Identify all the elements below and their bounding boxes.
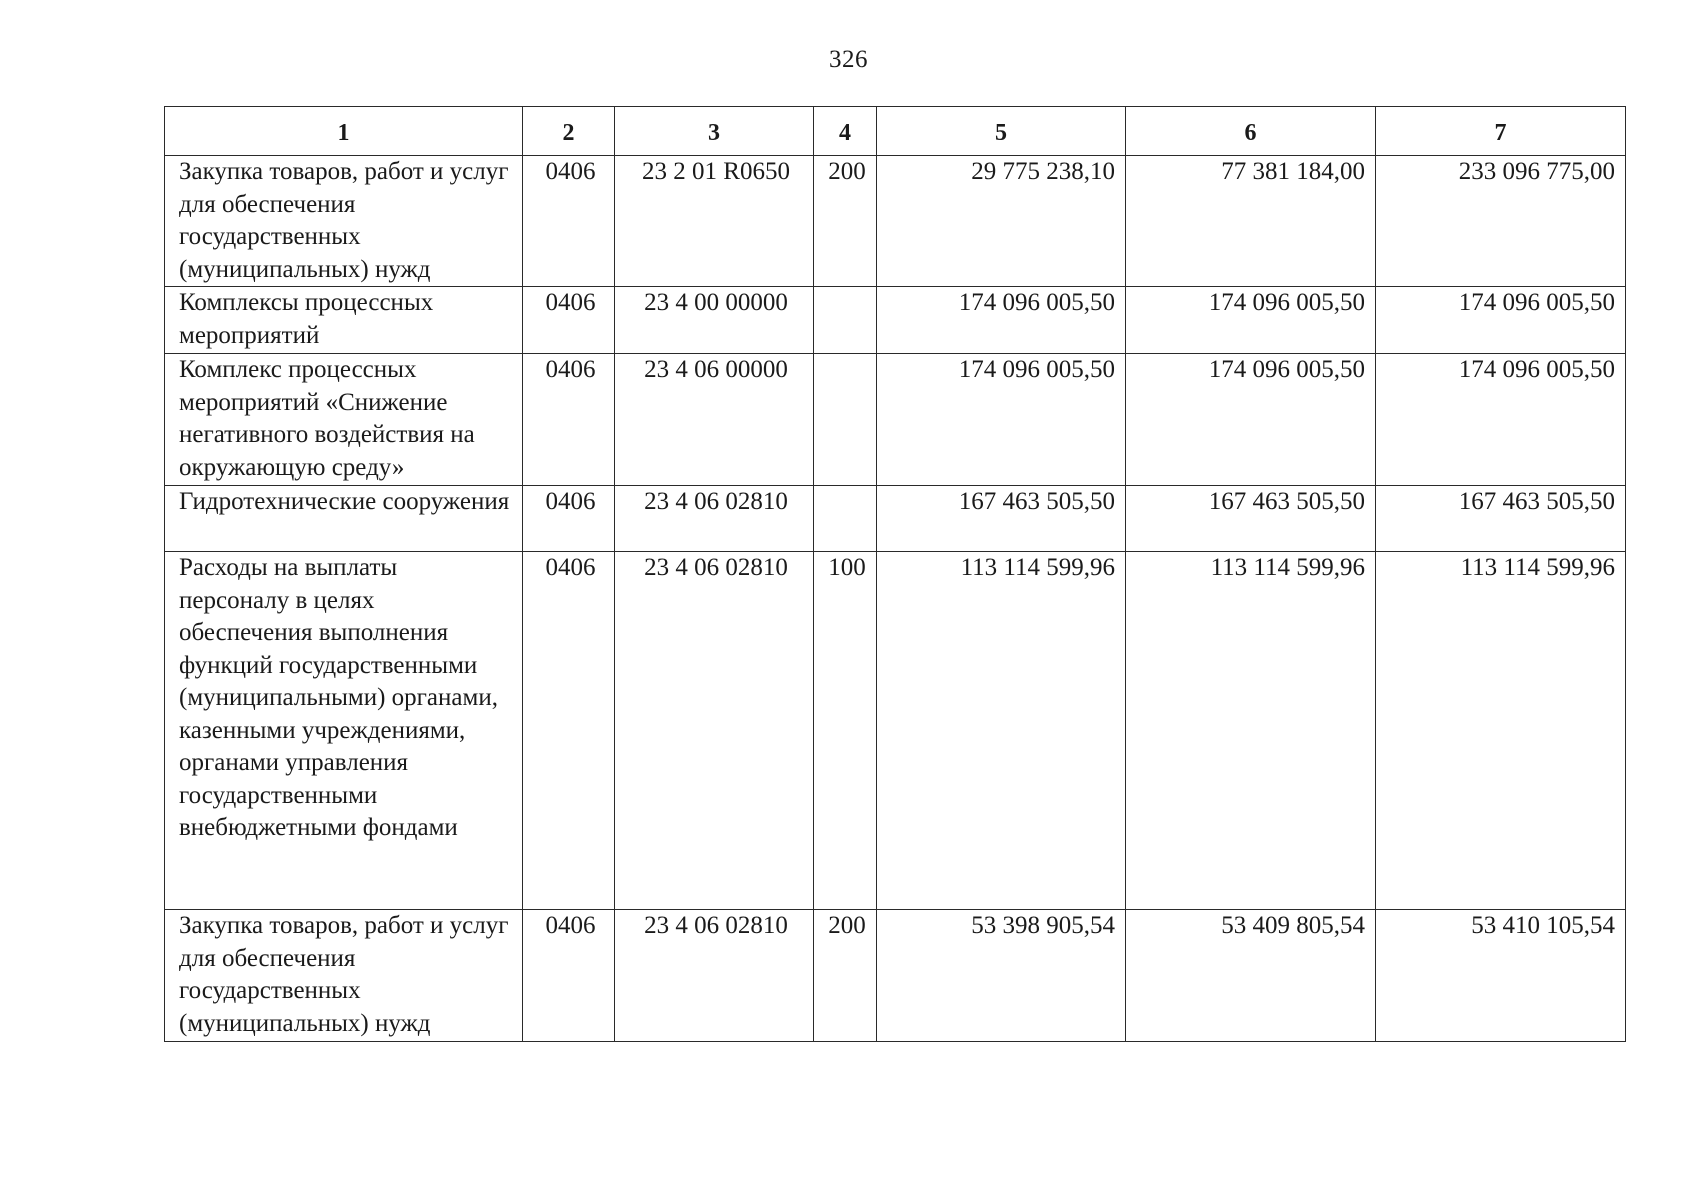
target-code-cell: 23 4 06 00000 <box>615 354 814 486</box>
column-header-4: 4 <box>814 107 877 156</box>
amount-col7-cell: 53 410 105,54 <box>1376 910 1626 1042</box>
expense-type-cell: 200 <box>814 910 877 1042</box>
section-code-cell: 0406 <box>523 910 615 1042</box>
table-row <box>165 910 1626 1042</box>
amount-col5-cell: 174 096 005,50 <box>877 354 1126 486</box>
amount-col7-cell: 167 463 505,50 <box>1376 486 1626 552</box>
amount-col6-cell: 113 114 599,96 <box>1126 552 1376 910</box>
section-code-cell: 0406 <box>523 156 615 287</box>
row-name-cell: Закупка товаров, работ и услуг для обеспечения государственных (муниципальных) нужд <box>165 156 523 287</box>
amount-col7-cell: 174 096 005,50 <box>1376 354 1626 486</box>
column-header-6: 6 <box>1126 107 1376 156</box>
expense-type-cell: 100 <box>814 552 877 910</box>
budget-table <box>164 106 1626 1042</box>
amount-col5-cell: 29 775 238,10 <box>877 156 1126 287</box>
target-code-cell: 23 4 06 02810 <box>615 552 814 910</box>
table-row <box>165 486 1626 552</box>
table-row <box>165 552 1626 910</box>
column-header-3: 3 <box>615 107 814 156</box>
expense-type-cell: 200 <box>814 156 877 287</box>
amount-col6-cell: 77 381 184,00 <box>1126 156 1376 287</box>
amount-col6-cell: 167 463 505,50 <box>1126 486 1376 552</box>
column-header-5: 5 <box>877 107 1126 156</box>
table-row <box>165 287 1626 354</box>
target-code-cell: 23 2 01 R0650 <box>615 156 814 287</box>
row-name-cell: Комплекс процессных мероприятий «Снижение негативного воздействия на окружающую среду» <box>165 354 523 486</box>
row-name-cell: Гидротехнические сооружения <box>165 486 523 552</box>
target-code-cell: 23 4 00 00000 <box>615 287 814 354</box>
section-code-cell: 0406 <box>523 552 615 910</box>
target-code-cell: 23 4 06 02810 <box>615 486 814 552</box>
row-name-cell: Расходы на выплаты персоналу в целях обеспечения выполнения функций государственными (муниципальными) органами, казенными учреждениями, органами управления государственными внебюджетными фондами <box>165 552 523 910</box>
table-header-row <box>165 107 1626 156</box>
amount-col5-cell: 167 463 505,50 <box>877 486 1126 552</box>
amount-col5-cell: 174 096 005,50 <box>877 287 1126 354</box>
expense-type-cell <box>814 354 877 486</box>
amount-col7-cell: 233 096 775,00 <box>1376 156 1626 287</box>
table-row <box>165 156 1626 287</box>
amount-col6-cell: 174 096 005,50 <box>1126 354 1376 486</box>
column-header-1: 1 <box>165 107 523 156</box>
amount-col5-cell: 53 398 905,54 <box>877 910 1126 1042</box>
amount-col7-cell: 113 114 599,96 <box>1376 552 1626 910</box>
column-header-7: 7 <box>1376 107 1626 156</box>
amount-col6-cell: 53 409 805,54 <box>1126 910 1376 1042</box>
amount-col5-cell: 113 114 599,96 <box>877 552 1126 910</box>
expense-type-cell <box>814 287 877 354</box>
amount-col6-cell: 174 096 005,50 <box>1126 287 1376 354</box>
table-row <box>165 354 1626 486</box>
target-code-cell: 23 4 06 02810 <box>615 910 814 1042</box>
row-name-cell: Закупка товаров, работ и услуг для обеспечения государственных (муниципальных) нужд <box>165 910 523 1042</box>
section-code-cell: 0406 <box>523 354 615 486</box>
column-header-2: 2 <box>523 107 615 156</box>
section-code-cell: 0406 <box>523 486 615 552</box>
row-name-cell: Комплексы процессных мероприятий <box>165 287 523 354</box>
amount-col7-cell: 174 096 005,50 <box>1376 287 1626 354</box>
section-code-cell: 0406 <box>523 287 615 354</box>
page-number: 326 <box>829 46 868 73</box>
expense-type-cell <box>814 486 877 552</box>
